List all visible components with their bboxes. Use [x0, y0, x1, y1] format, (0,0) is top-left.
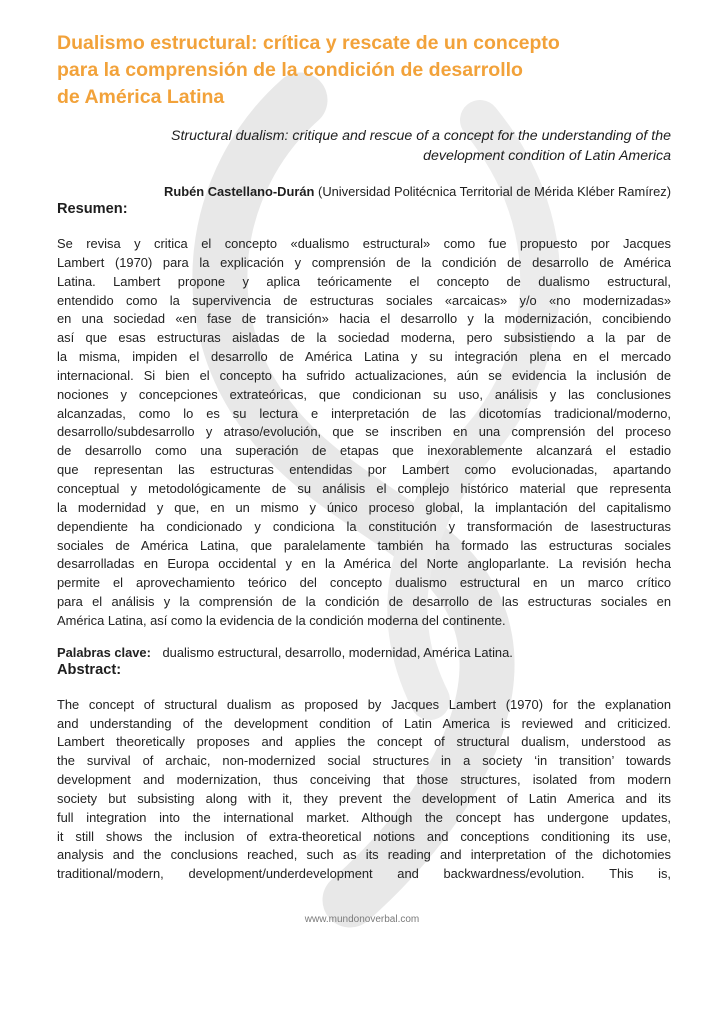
subtitle-line: development condition of Latin America	[423, 148, 671, 164]
text-line: full integration into the international market. Although the concept has undergone updates,	[57, 809, 671, 825]
text-line: la modernidad y que, en un mismo y único proceso global, la implantación del capitalismo	[57, 499, 671, 515]
text-line: society but subsisting along with it, they prevent the development of Latin America and its	[57, 790, 671, 806]
author-name: Rubén Castellano-Durán	[164, 184, 315, 199]
text-line: alcanzadas, como lo es su lectura e interpretación de las dicotomías tradicional/moderno,	[57, 405, 671, 421]
text-line: desarrollo/subdesarrollo y atraso/evolución, que se inscriben en una comprensión del proceso	[57, 424, 671, 440]
title-line: para la comprensión de la condición de desarrollo	[57, 59, 523, 81]
text-line: conceptual y metodológicamente de su análisis el complejo histórico material que representa	[57, 480, 671, 496]
text-line: América Latina, así como la evidencia de la condición moderna del continente.	[57, 612, 506, 628]
text-line: traditional/modern, development/underdevelopment and backwardness/evolution. This is,	[57, 866, 671, 882]
text-line: analysis and the conclusions reached, such as its reading and interpretation of the dichotomies	[57, 847, 671, 863]
text-line: internacional. Si bien el concepto ha sufrido actualizaciones, aún se evidencia la inclusión de	[57, 367, 671, 383]
text-line: the survival of archaic, non-modernized social structures in a society ‘in transition’ towards	[57, 753, 671, 769]
resumen-heading: Resumen:	[57, 201, 128, 217]
resumen-paragraph	[57, 235, 671, 631]
text-line: para el análisis y la comprensión de la condición de desarrollo de las estructuras sociales en	[57, 594, 671, 610]
text-line: Se revisa y critica el concepto «dualismo estructural» como fue propuesto por Jacques	[57, 236, 671, 251]
abstract-heading: Abstract:	[57, 661, 122, 678]
text-line: que representan las estructuras entendidas por Lambert como evolucionadas, apartando	[57, 462, 671, 478]
text-line: The concept of structural dualism as proposed by Jacques Lambert (1970) for the explanation	[57, 696, 671, 712]
text-line: nociones y concepciones extrateóricas, que condicionan su uso, análisis y las conclusiones	[57, 386, 671, 402]
text-line: la misma, impiden el desarrollo de América Latina y su integración plena en el mercado	[57, 349, 671, 365]
text-line: de desarrollo como una superación de etapas que inexorablemente alcanzará el estadio	[57, 443, 671, 459]
text-line: así que esas estructuras aisladas de la sociedad moderna, pero subsistiendo a la par de	[57, 330, 671, 346]
text-line: and understanding of the development condition of Latin America is reviewed and criticized.	[57, 715, 671, 731]
title-line: de América Latina	[57, 86, 225, 108]
text-line: Lambert (1970) para la explicación y comprensión de la condición de desarrollo de América	[57, 254, 671, 270]
abstract-paragraph	[57, 696, 671, 884]
author-line	[57, 183, 671, 201]
text-line: en una sociedad «en fase de transición» hacia el desarrollo y la modernización, concibiendo	[57, 311, 671, 327]
text-line: desarrolladas en Europa occidental y en la América del Norte angloparlante. La revisión hecha	[57, 556, 671, 572]
text-line: sociales de América Latina, que paralelamente también ha formado las estructuras sociales	[57, 537, 671, 553]
text-line: permite el aprovechamiento teórico del concepto dualismo estructural en un marco crítico	[57, 575, 671, 591]
keywords-text: dualismo estructural, desarrollo, modernidad, América Latina.	[162, 644, 513, 660]
title-line: Dualismo estructural: crítica y rescate de un concepto	[57, 32, 560, 54]
footer-url: www.mundonoverbal.com	[304, 914, 420, 925]
article-page	[57, 30, 671, 884]
text-line: it still shows the inclusion of extra-theoretical notions and conceptions conditioning its use,	[57, 828, 671, 844]
text-line: development and modernization, thus conceiving that those structures, isolated from modern	[57, 772, 671, 788]
text-line: dependiente ha condicionado y condiciona la constitución y transformación de lasestructuras	[57, 518, 671, 534]
author-affiliation: (Universidad Politécnica Territorial de Mérida Kléber Ramírez)	[318, 184, 671, 199]
text-line: Latina. Lambert propone y aplica teóricamente el concepto de dualismo estructural,	[57, 273, 671, 289]
english-title	[57, 126, 671, 166]
keywords-line	[57, 644, 671, 662]
text-line: entendido como la supervivencia de estructuras sociales «arcaicas» y/o «no modernizadas»	[57, 292, 671, 308]
keywords-label: Palabras clave:	[57, 644, 151, 660]
text-line: Lambert theoretically proposes and applies the concept of structural dualism, understood as	[57, 734, 671, 750]
article-title	[57, 30, 671, 111]
subtitle-line: Structural dualism: critique and rescue of a concept for the understanding of the	[170, 128, 671, 144]
